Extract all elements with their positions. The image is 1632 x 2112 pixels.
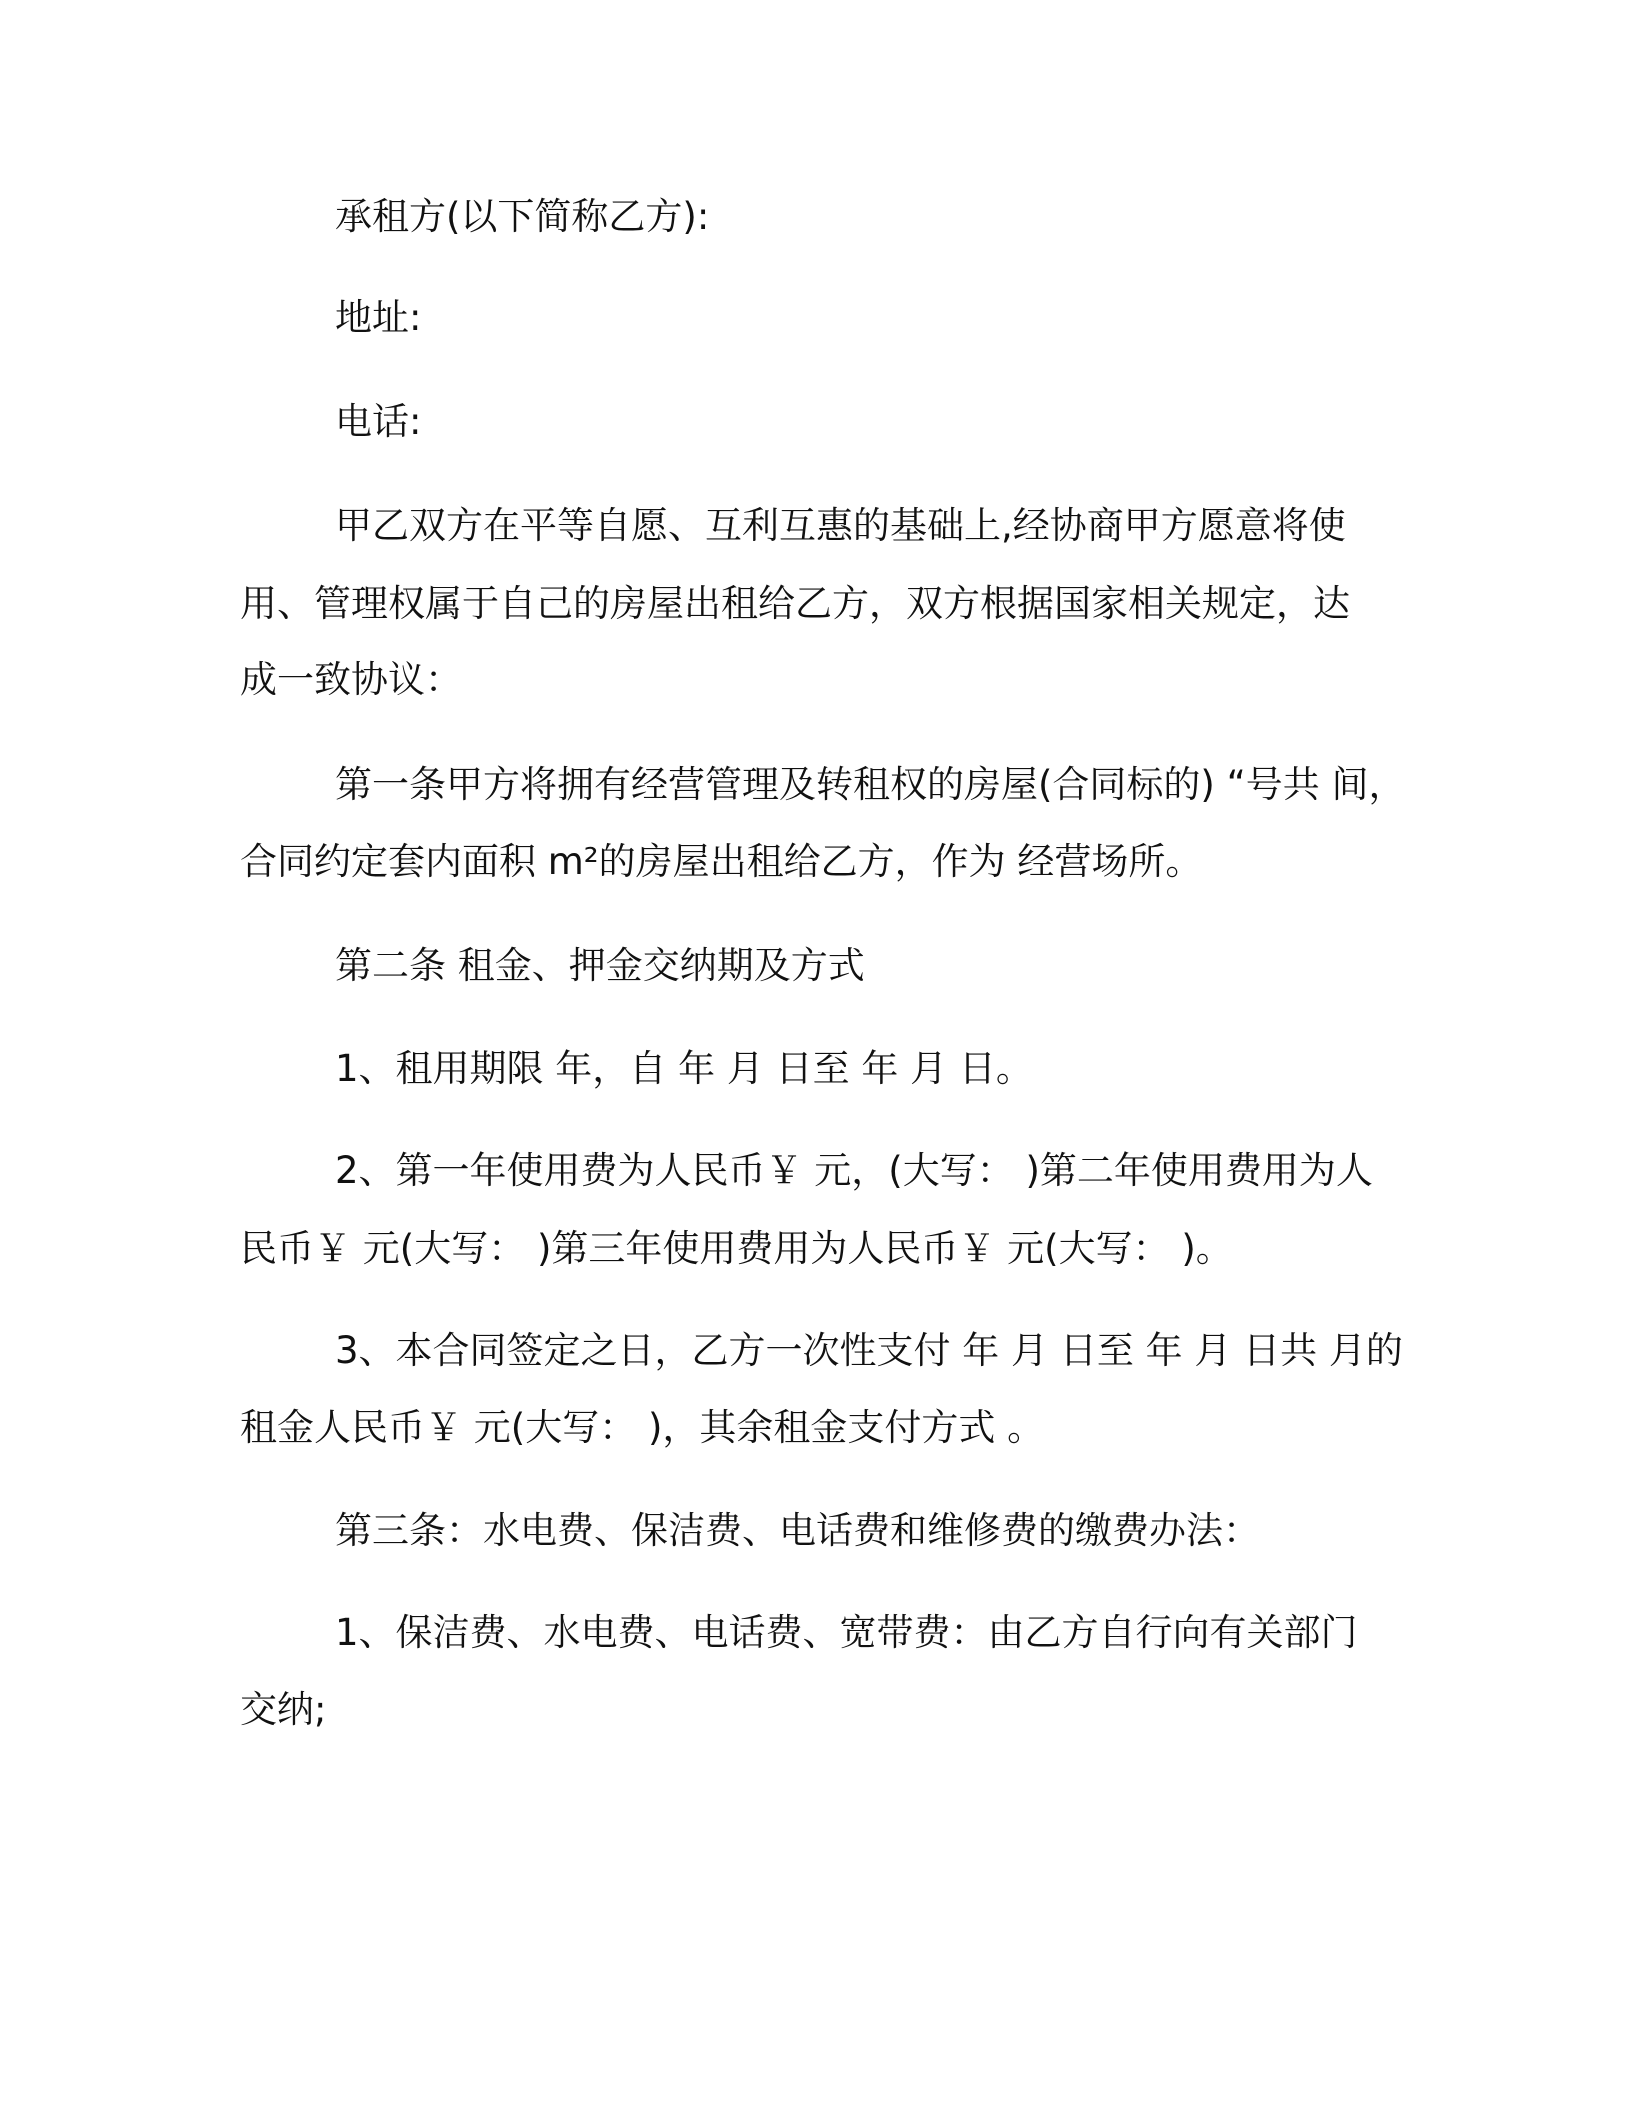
tenant-label: 承租方(以下简称乙方): [335,195,710,238]
article-2-item-2-line-1: 2、第一年使用费为人民币￥ 元，(大写： )第二年使用费用为人 [335,1149,1373,1192]
article-2-item-1: 1、租用期限 年，自 年 月 日至 年 月 日。 [335,1047,1033,1090]
article-3-title: 第三条：水电费、保洁费、电话费和维修费的缴费办法： [335,1509,1260,1552]
article-2-title: 第二条 租金、押金交纳期及方式 [335,944,865,987]
address-label: 地址: [335,296,422,339]
article-1-line-2: 合同约定套内面积 m²的房屋出租给乙方，作为 经营场所。 [240,840,1203,883]
intro-paragraph-line-1: 甲乙双方在平等自愿、互利互惠的基础上,经协商甲方愿意将使 [335,504,1346,547]
phone-label: 电话: [335,400,422,443]
article-3-item-1-line-2: 交纳; [240,1688,327,1731]
article-3-item-1-line-1: 1、保洁费、水电费、电话费、宽带费：由乙方自行向有关部门 [335,1611,1358,1654]
article-2-item-2-line-2: 民币￥ 元(大写： )第三年使用费用为人民币￥ 元(大写： )。 [240,1227,1233,1270]
article-2-item-3-line-1: 3、本合同签定之日，乙方一次性支付 年 月 日至 年 月 日共 月的 [335,1329,1403,1372]
intro-paragraph-line-2: 用、管理权属于自己的房屋出租给乙方，双方根据国家相关规定，达 [240,582,1350,625]
intro-paragraph-line-3: 成一致协议： [240,658,462,701]
article-2-item-3-line-2: 租金人民币￥ 元(大写： )，其余租金支付方式 。 [240,1406,1045,1449]
article-1-line-1: 第一条甲方将拥有经营管理及转租权的房屋(合同标的) “号共 间， [335,763,1406,806]
